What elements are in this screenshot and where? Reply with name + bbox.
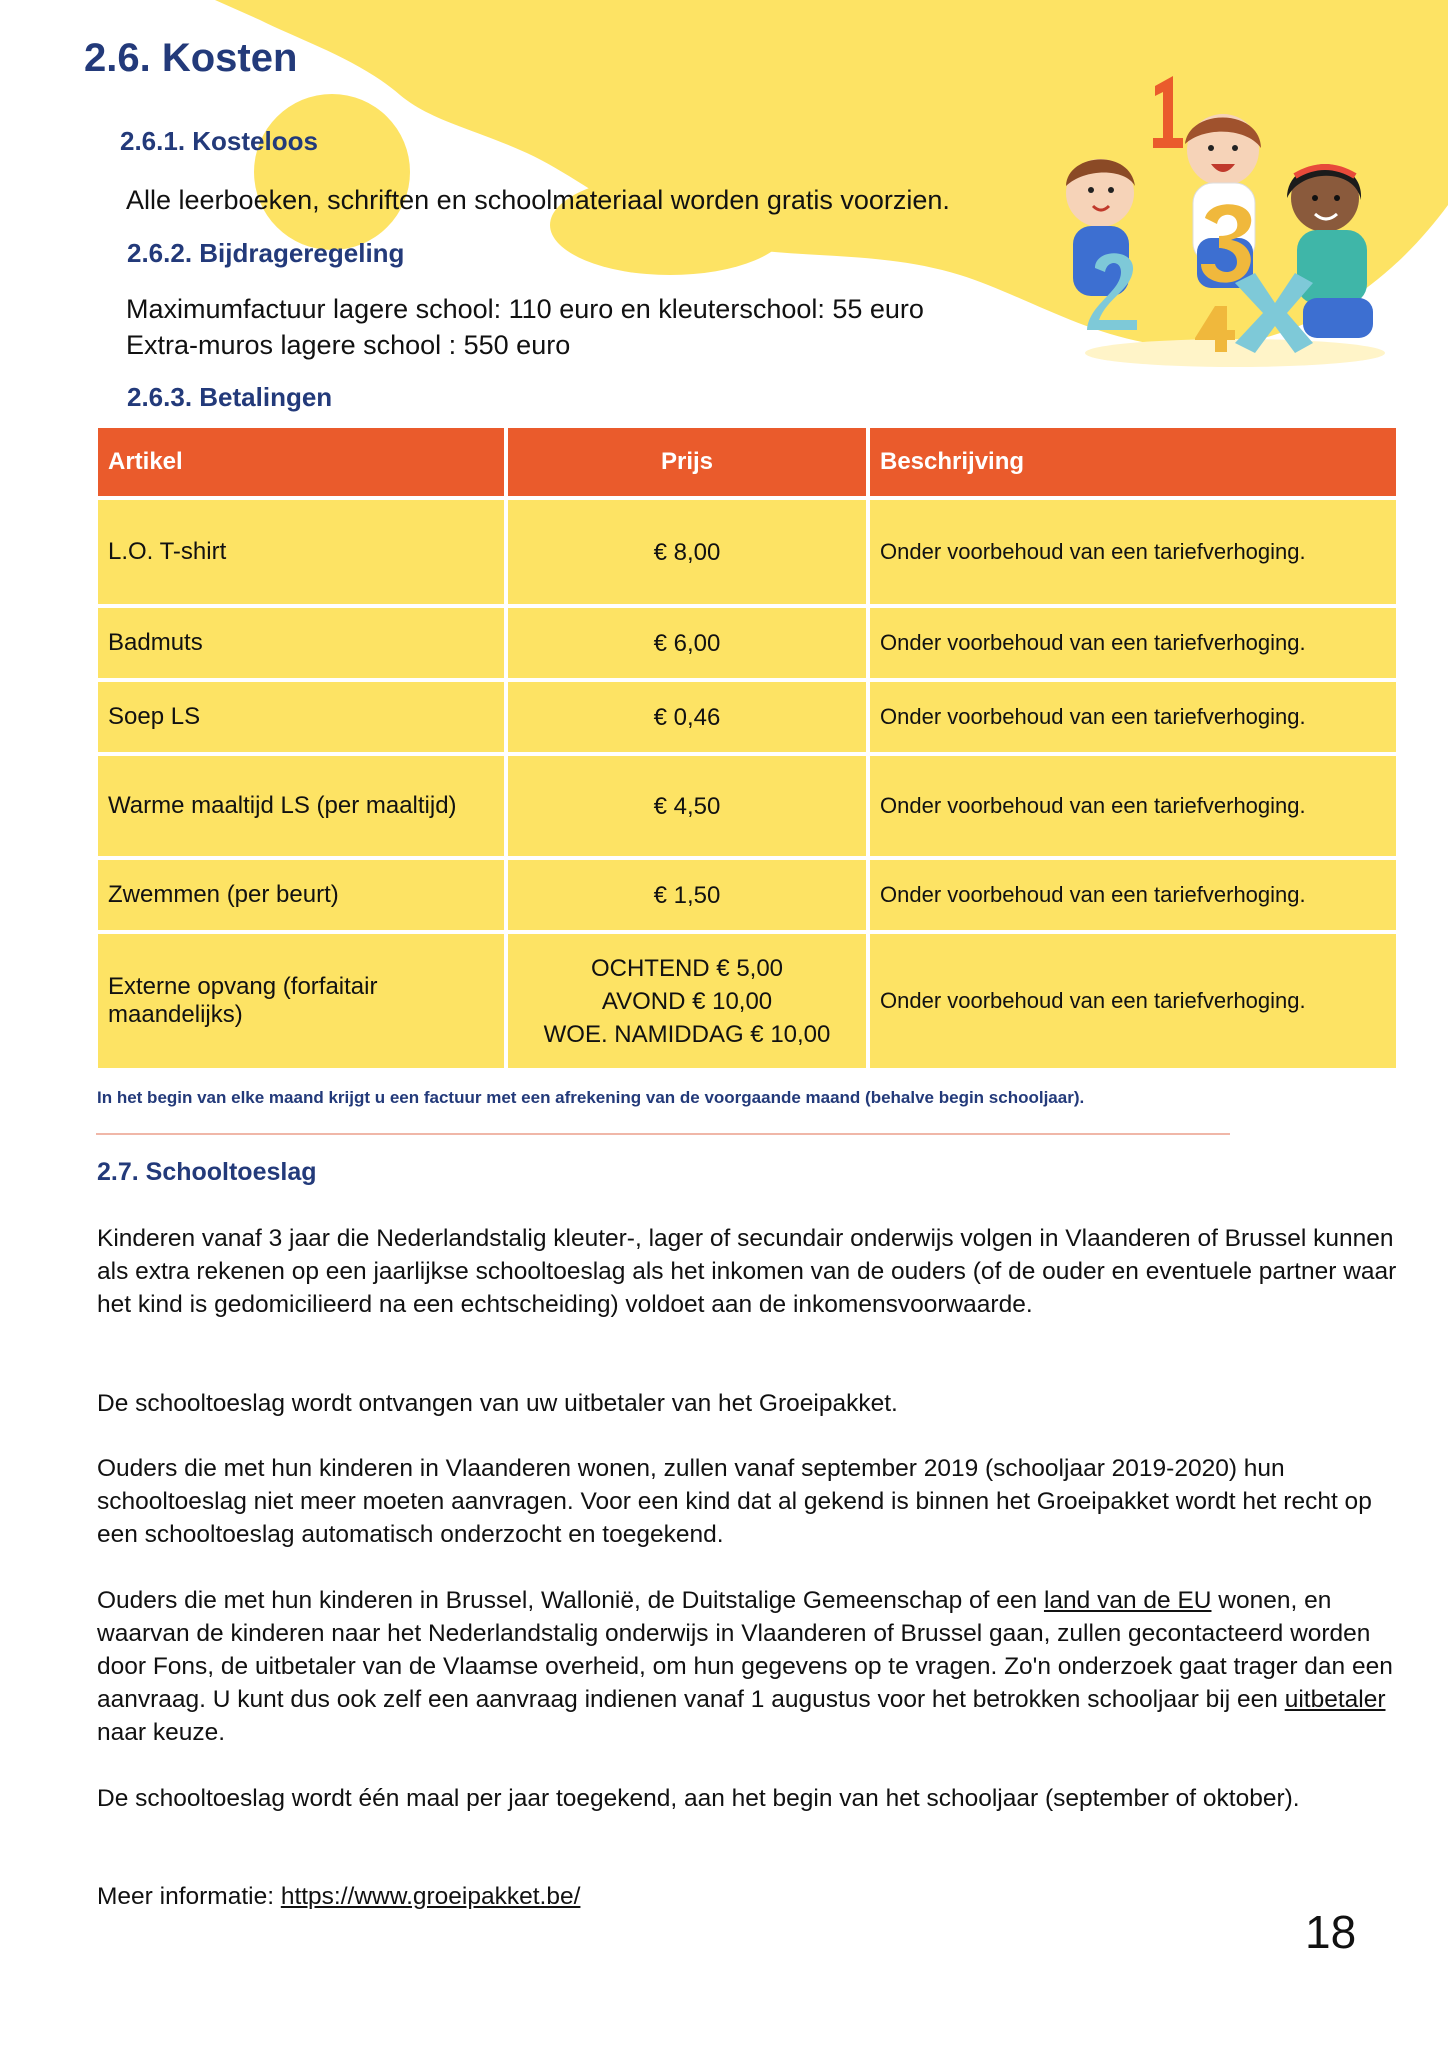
schooltoeslag-paragraph-4 (97, 1584, 1397, 1749)
artikel-cell: L.O. T-shirt (98, 500, 504, 604)
prijs-cell: € 0,46 (508, 682, 866, 752)
column-header-prijs: Prijs (508, 428, 866, 496)
paragraph-4-text-c: naar keuze. (97, 1719, 226, 1746)
beschrijving-cell: Onder voorbehoud van een tariefverhoging. (870, 608, 1396, 678)
section-title-bijdrageregeling: 2.6.2. Bijdrageregeling (127, 238, 405, 268)
artikel-cell: Warme maaltijd LS (per maaltijd) (98, 756, 504, 856)
artikel-cell: Externe opvang (forfaitair maandelijks) (98, 934, 504, 1068)
schooltoeslag-paragraph-5: De schooltoeslag wordt één maal per jaar toegekend, aan het begin van het schooljaar (september of oktober). (97, 1785, 1300, 1812)
costs-table (94, 424, 1400, 1072)
section-divider (96, 1133, 1230, 1135)
table-header-row (98, 428, 1396, 496)
prijs-line: OCHTEND € 5,00 (590, 954, 784, 982)
uitbetaler-link[interactable]: uitbetaler (1284, 1686, 1386, 1713)
artikel-cell: Badmuts (98, 608, 504, 678)
prijs-line: AVOND € 10,00 (601, 987, 773, 1015)
beschrijving-cell: Onder voorbehoud van een tariefverhoging. (870, 682, 1396, 752)
beschrijving-cell: Onder voorbehoud van een tariefverhoging. (870, 860, 1396, 930)
paragraph-4-text-a: Ouders die met hun kinderen in Brussel, Wallonië, de Duitstalige Gemeenschap of een (97, 1587, 1044, 1614)
invoice-note: In het begin van elke maand krijgt u een factuur met een afrekening van de voorgaande maand (behalve begin schooljaar). (97, 1088, 1085, 1107)
table-row (98, 608, 1396, 678)
table-row (98, 500, 1396, 604)
table-row (98, 682, 1396, 752)
prijs-cell: € 1,50 (508, 860, 866, 930)
kosteloos-text: Alle leerboeken, schriften en schoolmateriaal worden gratis voorzien. (126, 185, 950, 215)
section-title-kosteloos: 2.6.1. Kosteloos (120, 126, 318, 156)
table-row (98, 934, 1396, 1068)
prijs-cell (508, 934, 866, 1068)
column-header-artikel: Artikel (98, 428, 504, 496)
page-title: 2.6. Kosten (84, 36, 298, 80)
beschrijving-cell: Onder voorbehoud van een tariefverhoging. (870, 500, 1396, 604)
artikel-cell: Soep LS (98, 682, 504, 752)
children-with-numbers-illustration (1055, 68, 1390, 368)
beschrijving-cell: Onder voorbehoud van een tariefverhoging. (870, 756, 1396, 856)
land-van-de-eu-link[interactable]: land van de EU (1043, 1587, 1212, 1614)
more-info-label: Meer informatie: (97, 1883, 281, 1910)
table-row (98, 756, 1396, 856)
groeipakket-link[interactable]: https://www.groeipakket.be/ (280, 1883, 581, 1910)
prijs-cell: € 8,00 (508, 500, 866, 604)
table-row (98, 860, 1396, 930)
prijs-cell: € 6,00 (508, 608, 866, 678)
bijdrage-line-2: Extra-muros lagere school : 550 euro (126, 330, 571, 360)
schooltoeslag-paragraph-2: De schooltoeslag wordt ontvangen van uw uitbetaler van het Groeipakket. (97, 1390, 898, 1417)
prijs-line: WOE. NAMIDDAG € 10,00 (543, 1020, 831, 1048)
schooltoeslag-paragraph-3: Ouders die met hun kinderen in Vlaanderen wonen, zullen vanaf september 2019 (schooljaar 2019-2020) hun schooltoeslag niet meer moeten aanvragen. Voor een kind dat al gekend is binnen het Groeipakket wordt het recht op een schooltoeslag automatisch onderzocht en toegekend. (97, 1455, 1372, 1548)
section-title-betalingen: 2.6.3. Betalingen (127, 382, 333, 412)
schooltoeslag-paragraph-1: Kinderen vanaf 3 jaar die Nederlandstalig kleuter-, lager of secundair onderwijs volgen in Vlaanderen of Brussel kunnen als extra rekenen op een jaarlijkse schooltoeslag als het inkomen van de ouders (of de ouder en eventuele partner waar het kind is gedomicilieerd na een echtscheiding) voldoet aan de inkomensvoorwaarde. (97, 1225, 1397, 1318)
prijs-cell: € 4,50 (508, 756, 866, 856)
column-header-beschrijving: Beschrijving (870, 428, 1396, 496)
page-number: 18 (1305, 1906, 1357, 1958)
beschrijving-cell: Onder voorbehoud van een tariefverhoging. (870, 934, 1396, 1068)
more-info-line (97, 1880, 1397, 1913)
section-title-schooltoeslag: 2.7. Schooltoeslag (97, 1158, 317, 1186)
paragraph-4-text-b: wonen, en waarvan de kinderen naar het Nederlandstalig onderwijs in Vlaanderen of Brussel gaan, zullen gecontacteerd worden door Fons, de uitbetaler van de Vlaamse overheid, om hun gegevens op te vragen. Zo'n onderzoek gaat trager dan een aanvraag. U kunt dus ook zelf een aanvraag indienen vanaf 1 augustus voor het betrokken schooljaar bij een (97, 1587, 1393, 1713)
artikel-cell: Zwemmen (per beurt) (98, 860, 504, 930)
bijdrage-line-1: Maximumfactuur lagere school: 110 euro en kleuterschool: 55 euro (126, 294, 924, 324)
